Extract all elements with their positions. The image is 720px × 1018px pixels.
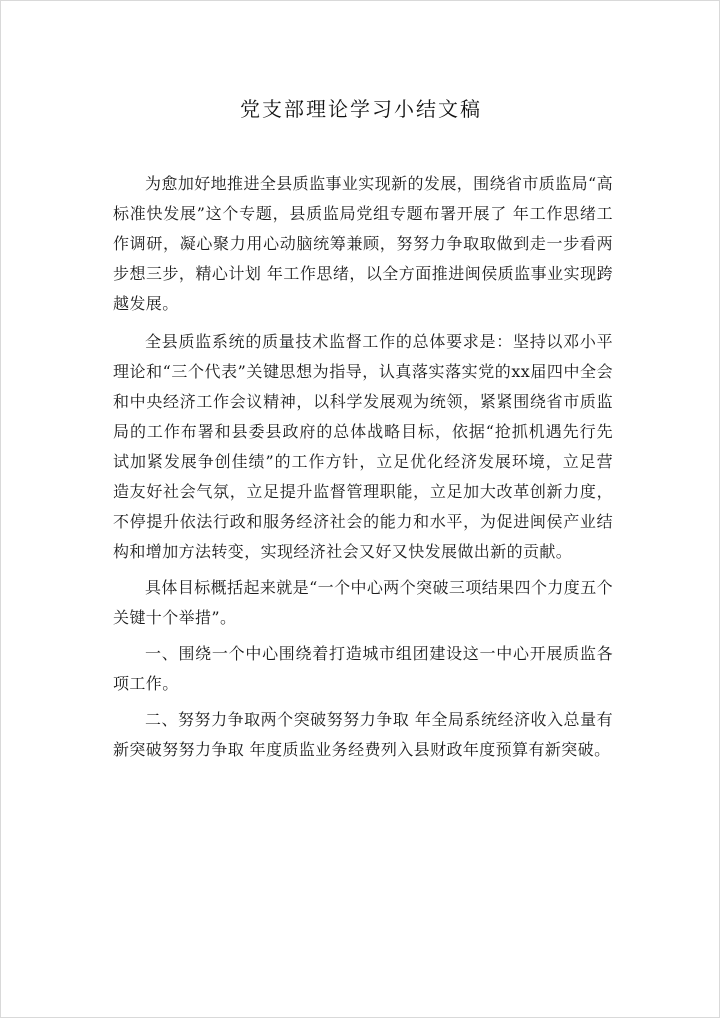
paragraph-4: 一、围绕一个中心围绕着打造城市组团建设这一中心开展质监各项工作。 (113, 644, 613, 693)
paragraph-5: 二、努努力争取两个突破努努力争取 年全局系统经济收入总量有新突破努努力争取 年度质监业务经费列入县财政年度预算有新突破。 (113, 710, 613, 759)
paragraph-3: 具体目标概括起来就是“一个中心两个突破三项结果四个力度五个关键十个举措”。 (113, 578, 613, 627)
document-body (113, 169, 613, 771)
paragraph-2: 全县质监系统的质量技术监督工作的总体要求是：坚持以邓小平理论和“三个代表”关键思想为指导，认真落实落实党的xx届四中全会和中央经济工作会议精神，以科学发展观为统领，紧紧围绕省市质监局的工作布署和县委县政府的总体战略目标，依据“抢抓机遇先行先试加紧发展争创佳绩”的工作方针，立足优化经济发展环境，立足营造友好社会气氛，立足提升监督管理职能，立足加大改革创新力度，不停提升依法行政和服务经济社会的能力和水平，为促进闽侯产业结构和增加方法转变，实现经济社会又好又快发展做出新的贡献。 (113, 332, 613, 561)
document-title: 党支部理论学习小结文稿 (240, 97, 482, 121)
paragraph-1: 为愈加好地推进全县质监事业实现新的发展，围绕省市质监局“高标准快发展”这个专题，县质监局党组专题布署开展了 年工作思绪工作调研，凝心聚力用心动脑统筹兼顾，努努力争取取做到走一步看两步想三步，精心计划 年工作思绪，以全方面推进闽侯质监事业实现跨越发展。 (113, 174, 613, 313)
